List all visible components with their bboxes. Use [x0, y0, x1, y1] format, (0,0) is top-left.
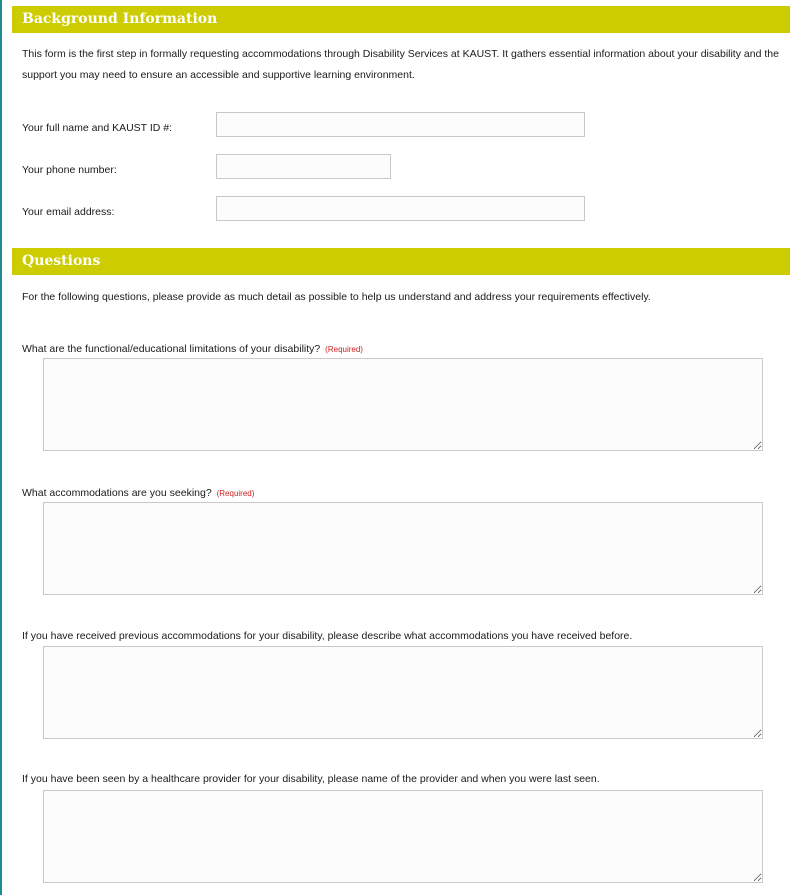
email-address-label: Your email address:: [22, 206, 115, 218]
question-2-textarea[interactable]: [43, 502, 763, 595]
question-4-text: If you have been seen by a healthcare provider for your disability, please name of the provider and when you were last seen.: [22, 773, 600, 785]
background-intro-line-1: This form is the first step in formally requesting accommodations through Disability Services at KAUST. It gathers essential information about your disability and the: [22, 48, 779, 60]
email-address-input[interactable]: [216, 196, 585, 221]
question-3-text: If you have received previous accommodations for your disability, please describe what accommodations you have received before.: [22, 630, 633, 642]
background-intro-line-2: support you may need to ensure an accessible and supportive learning environment.: [22, 69, 415, 81]
question-1-text: What are the functional/educational limitations of your disability?: [22, 343, 321, 355]
section-header-questions: Questions: [12, 248, 790, 275]
section-header-background: Background Information: [12, 6, 790, 33]
question-2-label: [22, 486, 254, 501]
question-4-textarea[interactable]: [43, 790, 763, 883]
phone-number-label: Your phone number:: [22, 164, 117, 176]
required-indicator: (Required): [325, 345, 363, 354]
question-3-textarea[interactable]: [43, 646, 763, 739]
background-intro: [22, 44, 787, 86]
question-3-label: [22, 629, 632, 643]
left-border-accent: [0, 0, 2, 895]
full-name-input[interactable]: [216, 112, 585, 137]
question-1-label: [22, 342, 363, 357]
phone-number-input[interactable]: [216, 154, 391, 179]
required-indicator: (Required): [216, 489, 255, 498]
question-2-text: What accommodations are you seeking?: [22, 487, 212, 499]
question-4-label: [22, 772, 600, 786]
questions-intro: For the following questions, please provide as much detail as possible to help us understand and address your requirements effectively.: [22, 291, 651, 303]
question-1-textarea[interactable]: [43, 358, 763, 451]
full-name-label: Your full name and KAUST ID #:: [22, 122, 172, 134]
